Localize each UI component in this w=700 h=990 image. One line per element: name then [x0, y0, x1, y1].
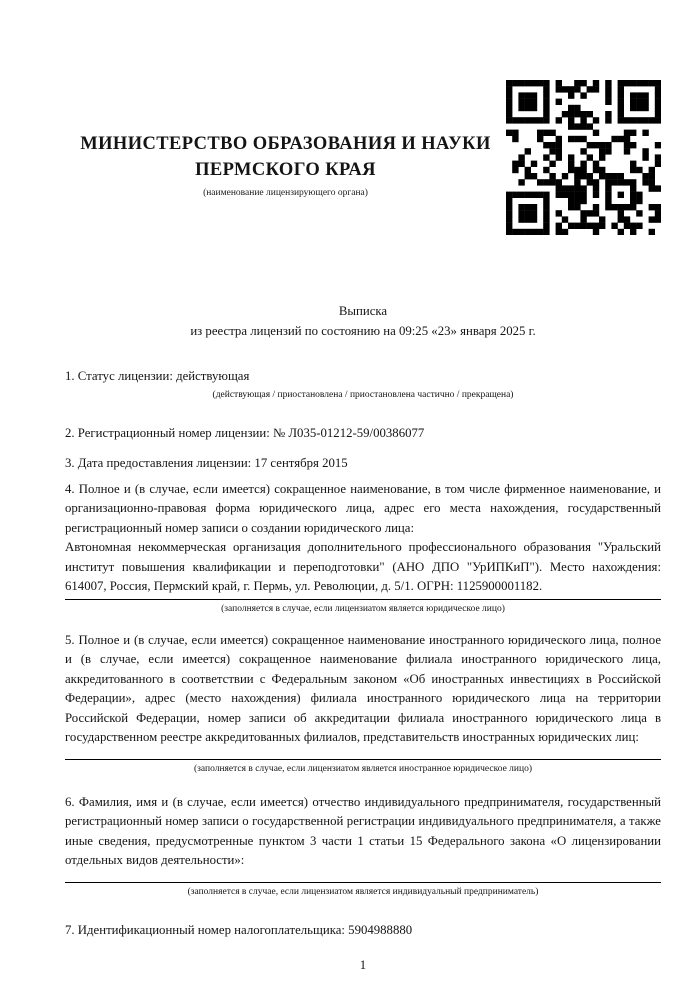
entrepreneur-question: 6. Фамилия, имя и (в случае, если имеется) отчество индивидуального предпринимателя, государственный регистрационный номер записи о государственной регистрации индивидуального предпринимателя, а также иные сведения, предусмотренные пунктом 3 части 1 статьи 15 Федерального закона «О лицензировании отдельных видов деятельности»:: [65, 794, 661, 867]
ministry-name-line2: ПЕРМСКОГО КРАЯ: [195, 160, 376, 180]
licensing-authority: [65, 80, 506, 200]
legal-entity-value: Автономная некоммерческая организация дополнительного профессионального образования "Уральский институт повышения квалификации и переподготовки" (АНО ДПО "УрИПКиП"). Место нахождения: 614007, Россия, Пермский край, г. Пермь, ул. Революции, д. 5/1. ОГРН: 1125900001182.: [65, 538, 661, 600]
ministry-name-line1: МИНИСТЕРСТВО ОБРАЗОВАНИЯ И НАУКИ: [80, 134, 491, 154]
inn-item: 7. Идентификационный номер налогоплательщика: 5904988880: [65, 922, 413, 937]
grant-date-item: 3. Дата предоставления лицензии: 17 сентября 2015: [65, 456, 348, 470]
legal-entity-question: 4. Полное и (в случае, если имеется) сокращенное наименование, в том числе фирменное наименование, и организационно-правовая форма юридического лица, адрес его места нахождения, государственный регистрационный номер записи о создании юридического лица:: [65, 481, 661, 535]
license-status-note: (действующая / приостановлена / приостановлена частично / прекращена): [212, 389, 514, 400]
foreign-entity-note: (заполняется в случае, если лицензиатом является иностранное юридическое лицо): [194, 763, 532, 774]
licensing-authority-note: (наименование лицензирующего органа): [203, 188, 368, 198]
page-number: 1: [359, 958, 367, 972]
document-header: [65, 0, 661, 235]
extract-title: Выписка: [338, 304, 388, 318]
foreign-entity-question: 5. Полное и (в случае, если имеется) сокращенное наименование иностранного юридического лица, полное и (в случае, если имеется) сокращенное наименование филиала иностранного юридического лица, аккредитованного в соответствии с Федеральным законом «Об иностранных инвестициях в Российской Федерации», адрес (место нахождения) филиала иностранного юридического лица на территории Российской Федерации, номер записи об аккредитации филиала иностранного юридического лица в государственном реестре аккредитованных филиалов, представительств иностранных юридических лиц:: [65, 632, 661, 744]
license-status-item: 1. Статус лицензии: действующая: [65, 369, 250, 383]
entrepreneur-blank-field: [65, 882, 661, 883]
registration-number-item: 2. Регистрационный номер лицензии: № Л035-01212-59/00386077: [65, 425, 425, 440]
qr-code: [506, 80, 661, 235]
legal-entity-note: (заполняется в случае, если лицензиатом является юридическое лицо): [221, 603, 505, 614]
foreign-entity-blank-field: [65, 759, 661, 760]
extract-title-block: [65, 301, 661, 341]
entrepreneur-note: (заполняется в случае, если лицензиатом является индивидуальный предприниматель): [187, 886, 539, 897]
extract-subtitle: из реестра лицензий по состоянию на 09:25 «23» января 2025 г.: [190, 324, 536, 338]
